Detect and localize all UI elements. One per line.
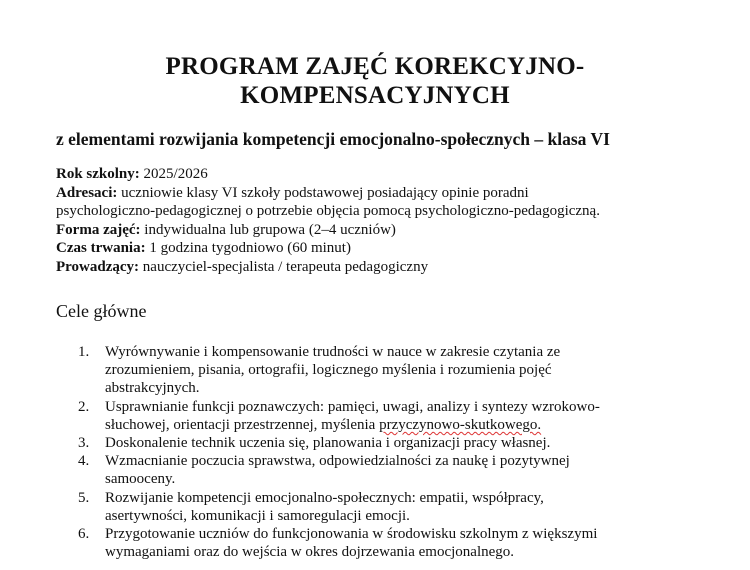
list-item-number: 5. [78, 489, 90, 506]
document-subtitle: z elementami rozwijania kompetencji emocjonalno-społecznych – klasa VI [56, 129, 610, 149]
goals-heading: Cele główne [56, 301, 147, 321]
school-year-label: Rok szkolny: [56, 166, 140, 182]
recipients-label: Adresaci: [56, 184, 118, 201]
duration-label: Czas trwania: [56, 240, 146, 256]
recipients-value-line-2: psychologiczno-pedagogicznej o potrzebie objęcia pomocą psychologiczno-pedagogiczną. [56, 203, 600, 219]
spellcheck-flagged-word: przyczynowo-skutkowego. [379, 416, 542, 433]
leader-row [56, 258, 746, 277]
list-item [76, 343, 736, 398]
list-item [76, 434, 736, 452]
recipients-row [56, 184, 746, 203]
list-item-number: 3. [78, 435, 90, 452]
document-title [0, 52, 750, 110]
school-year-value: 2025/2026 [143, 166, 208, 182]
program-details [56, 165, 746, 276]
list-item [76, 525, 736, 561]
list-item-line: abstrakcyjnych. [105, 380, 200, 397]
list-item [76, 452, 736, 488]
goals-list [76, 343, 736, 561]
list-item-line: Przygotowanie uczniów do funkcjonowania w środowisku szkolnym z większymi [105, 526, 598, 543]
form-value: indywidualna lub grupowa (2–4 uczniów) [144, 221, 396, 238]
list-item-line: Doskonalenie technik uczenia się, planowania i organizacji pracy własnej. [105, 435, 551, 452]
form-label: Forma zajęć: [56, 221, 141, 238]
title-line-1: PROGRAM ZAJĘĆ KOREKCYJNO- [165, 53, 585, 80]
list-item-line: Usprawnianie funkcji poznawczych: pamięci, uwagi, analizy i syntezy wzrokowo- [105, 398, 600, 415]
recipients-value-line-1: uczniowie klasy VI szkoły podstawowej posiadający opinie poradni [121, 184, 529, 201]
recipients-row-continued [56, 202, 746, 221]
list-item-line: wymaganiami oraz do wejścia w okres dojrzewania emocjonalnego. [105, 544, 515, 561]
duration-value: 1 godzina tygodniowo (60 minut) [149, 240, 351, 256]
list-item [76, 489, 736, 525]
duration-row [56, 239, 746, 258]
list-item-number: 1. [78, 344, 90, 360]
list-item-number: 2. [78, 398, 90, 415]
form-row [56, 221, 746, 240]
list-item-line: Rozwijanie kompetencji emocjonalno-społecznych: empatii, współpracy, [105, 489, 544, 506]
list-item-line: samooceny. [105, 471, 176, 488]
list-item [76, 398, 736, 434]
list-item-line: Wyrównywanie i kompensowanie trudności w nauce w zakresie czytania ze [105, 344, 561, 360]
list-item-line: asertywności, komunikacji i samoregulacji emocji. [105, 507, 410, 524]
school-year-row [56, 165, 746, 184]
leader-label: Prowadzący: [56, 258, 140, 275]
list-item-line: Wzmacnianie poczucia sprawstwa, odpowiedzialności za naukę i pozytywnej [105, 453, 570, 470]
list-item-line: zrozumieniem, pisania, ortografii, logicznego myślenia i rozumienia pojęć [105, 362, 552, 379]
list-item-line [105, 416, 736, 434]
title-line-2: KOMPENSACYJNYCH [240, 82, 510, 109]
list-item-number: 4. [78, 453, 90, 470]
list-item-number: 6. [78, 526, 90, 543]
leader-value: nauczyciel-specjalista / terapeuta pedagogiczny [142, 258, 429, 275]
list-item-text: słuchowej, orientacji przestrzennej, myślenia [105, 416, 376, 433]
